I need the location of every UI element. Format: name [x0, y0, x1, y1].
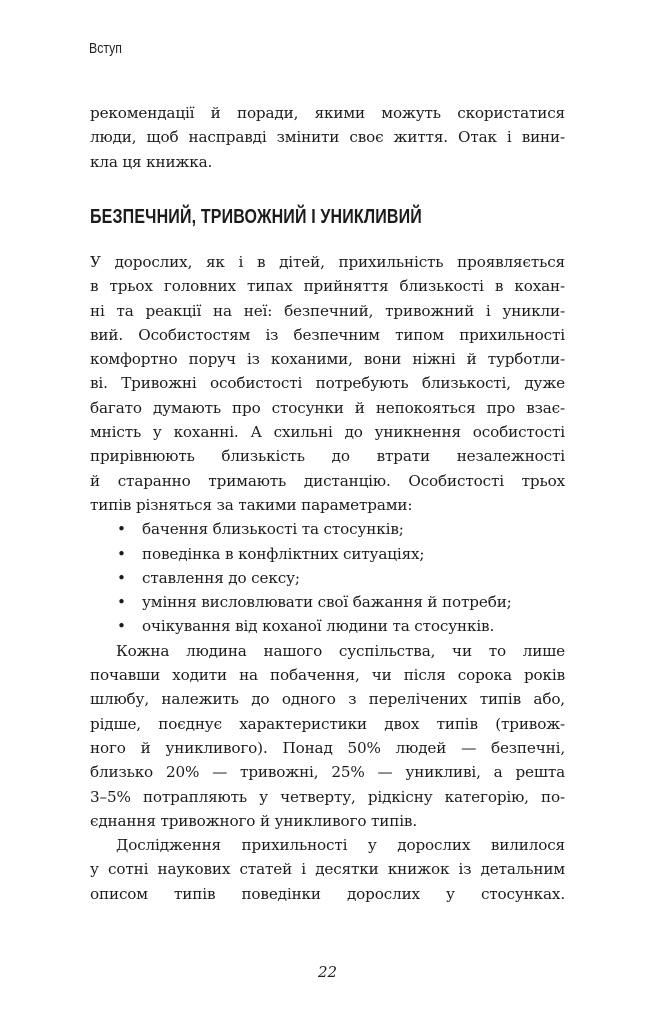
- text-line: кла ця книжка.: [90, 152, 213, 171]
- list-item: [90, 566, 565, 590]
- list-item: [90, 590, 565, 614]
- text-line: ного й уникливого). Понад 50% людей — безпечні,: [90, 738, 565, 757]
- bullet-icon: •: [117, 617, 126, 636]
- text-line: почавши ходити на побачення, чи після сорока років: [90, 666, 565, 685]
- list-item: [90, 517, 565, 541]
- text-line: у сотні наукових статей і десятки книжок із детальним: [90, 860, 565, 879]
- paragraph-3: [90, 833, 565, 906]
- text-line: комфортно поруч із коханими, вони ніжні й турботли-: [90, 350, 565, 369]
- text-line: типів різняться за такими параметрами:: [90, 495, 413, 514]
- bullet-icon: •: [117, 568, 126, 587]
- text-line: в трьох головних типах прийняття близькості в кохан-: [90, 277, 565, 296]
- list-item-text: очікування від коханої людини та стосунків.: [142, 617, 495, 636]
- text-line: мність у коханні. А схильні до уникнення особистості: [90, 423, 565, 442]
- main-text: [90, 250, 565, 906]
- bullet-icon: •: [117, 520, 126, 539]
- text-line: багато думають про стосунки й непокояться про взає-: [90, 398, 565, 417]
- list-item-text: поведінка в конфліктних ситуаціях;: [142, 544, 425, 563]
- text-line: описом типів поведінки дорослих у стосунках.: [90, 884, 565, 903]
- bullet-icon: •: [117, 544, 126, 563]
- text-line: єднання тривожного й уникливого типів.: [90, 811, 417, 830]
- text-line: шлюбу, належить до одного з перелічених типів або,: [90, 690, 565, 709]
- text-line: Кожна людина нашого суспільства, чи то лише: [116, 641, 565, 660]
- text-line: ні та реакції на неї: безпечний, тривожний і уникли-: [90, 301, 565, 320]
- text-line: близько 20% — тривожні, 25% — уникливі, а решта: [90, 763, 565, 782]
- bullet-list: [90, 517, 565, 638]
- list-item: [90, 542, 565, 566]
- text-line: й старанно тримають дистанцію. Особистості трьох: [90, 471, 565, 490]
- paragraph-1: [90, 250, 565, 517]
- text-line: Дослідження прихильності у дорослих вилилося: [116, 836, 565, 855]
- list-item: [90, 614, 565, 638]
- section-heading: БЕЗПЕЧНИЙ, ТРИВОЖНИЙ І УНИКЛИВИЙ: [90, 206, 422, 228]
- text-line: рідше, поєднує характеристики двох типів (тривож-: [90, 714, 565, 733]
- text-line: У дорослих, як і в дітей, прихильність проявляється: [90, 253, 565, 271]
- paragraph-2: [90, 639, 565, 833]
- running-head: Вступ: [89, 40, 122, 57]
- bullet-icon: •: [117, 593, 126, 612]
- list-item-text: бачення близькості та стосунків;: [142, 520, 404, 539]
- list-item-text: уміння висловлювати свої бажання й потреби;: [142, 593, 512, 612]
- list-item-text: ставлення до сексу;: [142, 568, 300, 587]
- text-line: прирівнюють близькість до втрати незалежності: [90, 447, 565, 466]
- text-line: вий. Особистостям із безпечним типом прихильності: [90, 325, 565, 344]
- text-line: 3–5% потрапляють у четверту, рідкісну категорію, по-: [90, 787, 565, 806]
- text-line: рекомендації й поради, якими можуть скористатися: [90, 104, 565, 122]
- intro-paragraph: [90, 101, 565, 174]
- text-line: люди, щоб насправді змінити своє життя. Отак і вини-: [90, 128, 565, 147]
- text-line: ві. Тривожні особистості потребують близькості, дуже: [90, 374, 565, 393]
- page-number: 22: [317, 963, 338, 981]
